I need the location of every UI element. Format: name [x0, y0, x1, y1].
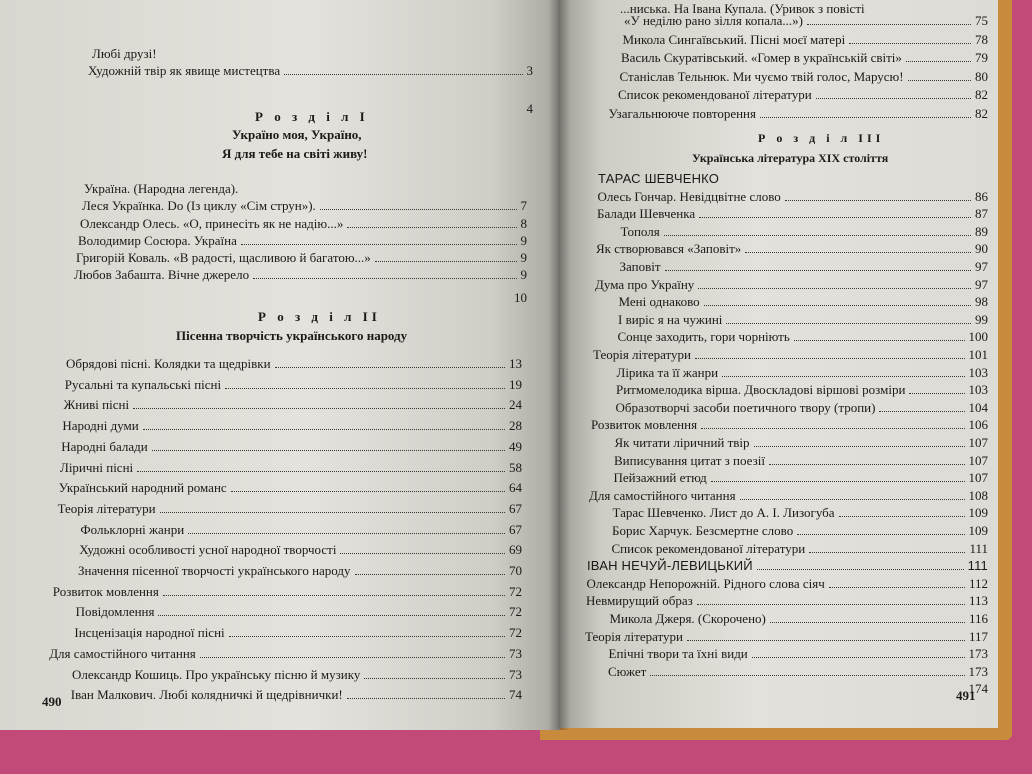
toc-entry	[593, 346, 988, 363]
toc-entry	[76, 603, 522, 620]
toc-entry-page: 67	[508, 521, 522, 537]
toc-entry	[609, 105, 989, 122]
toc-entry	[620, 258, 989, 275]
toc-entry	[79, 541, 522, 558]
toc-entry-title: Станіслав Тельнюк. Ми чуємо твій голос, Марусю!	[619, 68, 904, 84]
toc-entry	[610, 610, 989, 627]
toc-entry-page: 72	[508, 604, 522, 620]
toc-entry-page: 103	[968, 364, 988, 380]
toc-entry-page: 109	[968, 505, 988, 521]
toc-entry-page: 109	[968, 523, 988, 538]
toc-entry-title: Народні балади	[61, 438, 148, 454]
toc-entry	[80, 521, 522, 538]
toc-entry	[608, 680, 989, 697]
toc-entry	[617, 364, 989, 381]
toc-entry-page: 75	[975, 13, 988, 28]
toc-entry-title: Інсценізація народної пісні	[74, 625, 225, 641]
toc-entry	[616, 399, 989, 416]
toc-entry-page: 97	[975, 276, 988, 292]
toc-entry-title: ТАРАС ШЕВЧЕНКО	[598, 171, 720, 186]
toc-entry	[612, 540, 989, 557]
toc-entry-title: І виріс я на чужині	[618, 311, 723, 327]
toc-entry-title: Узагальнююче повторення	[608, 105, 756, 121]
section-label: Р о з д і л III	[758, 131, 885, 145]
toc-entry	[591, 416, 988, 433]
toc-entry	[589, 487, 988, 504]
toc-entry-page: 67	[508, 500, 522, 516]
toc-entry	[64, 396, 522, 413]
toc-entry-page: 69	[508, 542, 522, 558]
toc-entry	[598, 170, 988, 187]
toc-entry	[621, 49, 988, 66]
toc-entry	[615, 434, 989, 451]
right-page	[558, 0, 998, 728]
toc-entry	[65, 376, 522, 393]
toc-entry-page: 64	[508, 480, 522, 496]
toc-entry: Григорій Коваль. «В радості, щасливою й багатою...» 9	[76, 250, 527, 265]
toc-entry	[53, 583, 522, 600]
toc-entry-page: 107	[968, 470, 988, 486]
toc-entry-title: Тополя	[620, 223, 660, 239]
toc-entry-page: 24	[508, 397, 522, 413]
toc-entry	[587, 575, 989, 592]
toc-entry	[618, 86, 988, 103]
section-title: Україно моя, Україно,	[232, 127, 362, 142]
toc-entry-title: Теорія літератури	[593, 347, 692, 362]
toc-entry-title: Повідомлення	[75, 604, 155, 620]
toc-entry-title: Ритмомелодика вірша. Двоскладові віршові розміри	[616, 382, 906, 398]
toc-entry	[620, 68, 989, 85]
toc-entry	[621, 223, 989, 240]
toc-entry-page: 87	[975, 206, 988, 222]
toc-entry	[618, 311, 988, 328]
toc-entry-page: 86	[975, 188, 988, 204]
toc-entry-page: 19	[508, 376, 522, 392]
toc-entry-page: 113	[968, 593, 988, 609]
toc-entry	[59, 479, 522, 496]
toc-entry	[66, 355, 522, 372]
toc-entry-page: 72	[508, 583, 522, 599]
toc-entry-page: 73	[508, 645, 522, 661]
section-title: Пісенна творчість українського народу	[176, 328, 408, 343]
toc-entry-page: 4	[526, 101, 533, 116]
toc-entry-title: Теорія літератури	[57, 500, 156, 516]
toc-entry-page: 80	[975, 68, 988, 84]
toc-entry-page: 106	[968, 417, 988, 433]
toc-entry	[618, 328, 989, 345]
toc-entry	[78, 562, 522, 579]
toc-entry	[61, 438, 522, 455]
toc-entry	[88, 62, 533, 79]
toc-entry-page: 97	[975, 259, 988, 274]
toc-entry: 10	[514, 290, 527, 305]
section-label: Р о з д і л II	[258, 309, 381, 324]
toc-entry-page: 111	[969, 540, 988, 556]
toc-entry-page: 101	[968, 347, 988, 362]
toc-entry	[613, 504, 989, 521]
section-label: Р о з д і л I	[255, 109, 369, 124]
toc-entry: Олександр Олесь. «О, принесіть як не надію...» 8	[80, 216, 527, 231]
book-gutter	[548, 0, 570, 730]
toc-entry	[609, 645, 989, 662]
toc-entry-page: 108	[968, 487, 988, 503]
toc-entry	[598, 188, 989, 205]
toc-entry-page: 111	[967, 558, 988, 574]
toc-entry-title: Обрядові пісні. Колядки та щедрівки	[66, 356, 271, 371]
toc-entry-title: Розвиток мовлення	[591, 417, 698, 433]
toc-entry	[587, 557, 988, 574]
toc-entry	[608, 663, 988, 680]
toc-entry-title: Лірика та її жанри	[616, 364, 719, 380]
toc-entry	[92, 45, 532, 62]
toc-entry-title: Іван Малкович. Любі колядничкі й щедрівнички!	[70, 687, 343, 703]
toc-entry	[597, 205, 988, 222]
toc-entry: Володимир Сосюра. Україна 9	[78, 233, 527, 248]
toc-entry-page: 104	[968, 399, 988, 415]
toc-entry-page: 173	[968, 646, 988, 662]
page-number: 491	[956, 688, 976, 703]
toc-entry	[614, 452, 988, 469]
toc-entry	[595, 276, 988, 293]
toc-entry-page: 112	[968, 575, 988, 591]
toc-entry-title: Пейзажний етюд	[613, 470, 707, 486]
toc-entry-title: Сонце заходить, гори чорніють	[617, 329, 790, 345]
toc-entry	[612, 522, 988, 539]
toc-entry-title: Образотворчі засоби поетичного твору (тропи)	[615, 399, 876, 415]
toc-entry	[586, 592, 988, 609]
toc-entry-title: ІВАН НЕЧУЙ-ЛЕВИЦЬКИЙ	[587, 558, 753, 574]
toc-entry-page: 72	[508, 625, 522, 641]
toc-entry-page: 49	[508, 438, 522, 454]
toc-entry-title: Значення пісенної творчості українського народу	[78, 563, 351, 578]
toc-entry-page: 98	[975, 294, 988, 310]
toc-entry-page: 107	[968, 452, 988, 468]
toc-entry-title: Невмирущий образ	[586, 593, 693, 609]
toc-entry-page: 99	[975, 311, 988, 327]
toc-entry-title: Балади Шевченка	[597, 206, 696, 222]
toc-entry-title: Теорія літератури	[585, 628, 684, 644]
toc-entry	[74, 624, 522, 641]
page-number: 490	[42, 694, 62, 709]
toc-entry	[623, 31, 989, 48]
toc-entry-page: 116	[968, 611, 988, 626]
toc-entry	[72, 666, 522, 683]
toc-entry-title: Виписування цитат з поезії	[614, 452, 765, 468]
toc-entry-title: Як читати ліричний твір	[614, 435, 750, 450]
toc-entry	[585, 628, 988, 645]
toc-entry-title: Заповіт	[619, 259, 661, 274]
section-title: Українська література XIX століття	[692, 151, 889, 165]
toc-entry-title: Мені однаково	[618, 294, 700, 310]
toc-entry-title: Список рекомендованої літератури	[611, 540, 806, 556]
toc-entry-page: 74	[508, 687, 522, 703]
toc-entry	[71, 686, 522, 703]
toc-entry-title: «У неділю рано зілля копала...»)	[624, 13, 803, 28]
toc-entry-title: Дума про Україну	[595, 276, 695, 292]
toc-entry-page: 13	[509, 356, 522, 371]
toc-entry-title: Василь Скуратівський. «Гомер в українській світі»	[621, 50, 902, 65]
toc-entry-page: 28	[508, 418, 522, 434]
toc-entry-page: 58	[509, 459, 522, 475]
section-title: Я для тебе на світі живу!	[222, 146, 368, 161]
toc-entry: ...ниська. На Івана Купала. (Уривок з повісті	[620, 1, 865, 16]
toc-entry-page: 107	[968, 435, 988, 450]
toc-entry-title: Український народний романс	[58, 480, 227, 496]
toc-entry-title: Олесь Гончар. Невідцвітне слово	[597, 188, 781, 204]
toc-entry	[58, 500, 522, 517]
toc-entry	[49, 645, 522, 662]
toc-entry: Леся Українка. Do (Із циклу «Сім струн»). 7	[82, 198, 527, 213]
toc-entry-title: Олександр Непорожній. Рідного слова сіяч	[586, 575, 825, 591]
toc-entry-title: Розвиток мовлення	[52, 583, 159, 599]
toc-entry	[624, 12, 988, 29]
toc-entry-title: Художні особливості усної народної творчості	[79, 542, 337, 558]
toc-entry-title: Жниві пісні	[63, 397, 130, 413]
toc-entry	[596, 240, 988, 257]
toc-entry-title: Фольклорні жанри	[80, 521, 185, 537]
toc-entry: Любов Забашта. Вічне джерело 9	[74, 267, 527, 282]
toc-entry-page: 79	[975, 50, 988, 65]
toc-entry-page: 3	[526, 63, 533, 78]
toc-entry-page: 174	[968, 681, 988, 697]
toc-entry-page: 100	[968, 329, 988, 345]
toc-entry-title: Для самостійного читання	[49, 645, 196, 661]
toc-entry-title: Ліричні пісні	[60, 459, 134, 475]
toc-entry-page: 70	[509, 563, 522, 578]
toc-entry-title: Художній твір як явище мистецтва	[88, 63, 281, 78]
toc-entry-title: Олександр Кошиць. Про українську пісню й музику	[72, 666, 361, 682]
toc-entry-title: Микола Джеря. (Скорочено)	[609, 611, 766, 626]
toc-entry-title: Список рекомендованої літератури	[618, 87, 812, 102]
toc-entry-page: 173	[968, 663, 988, 679]
toc-entry-title: Тарас Шевченко. Лист до А. І. Лизогуба	[612, 505, 835, 521]
toc-entry	[616, 381, 988, 398]
toc-entry-page: 73	[509, 666, 522, 682]
toc-entry-page: 82	[975, 105, 988, 121]
toc-entry	[614, 469, 989, 486]
toc-entry	[62, 417, 522, 434]
toc-entry-title: Для самостійного читання	[589, 487, 736, 503]
toc-entry-page: 78	[975, 31, 988, 47]
toc-entry-title: Русальні та купальські пісні	[64, 376, 222, 392]
toc-entry-title: Микола Сингаївський. Пісні моєї матері	[622, 31, 846, 47]
toc-entry	[619, 293, 989, 310]
toc-entry-title: Борис Харчук. Безсмертне слово	[612, 523, 794, 538]
toc-entry-title: Епічні твори та їхні види	[608, 646, 748, 662]
toc-entry-page: 90	[975, 241, 988, 257]
toc-entry: Україна. (Народна легенда).	[84, 181, 239, 196]
toc-entry-page: 103	[968, 382, 988, 398]
toc-entry	[60, 459, 522, 476]
toc-entry-page: 117	[968, 628, 988, 644]
toc-entry-page: 89	[975, 223, 988, 239]
toc-entry-title: Народні думи	[62, 418, 139, 434]
toc-entry-page: 82	[975, 87, 988, 102]
toc-entry-title: Як створювався «Заповіт»	[596, 241, 742, 257]
toc-entry-title: Сюжет	[608, 663, 647, 679]
toc-entry-title: Любі друзі!	[92, 46, 157, 61]
